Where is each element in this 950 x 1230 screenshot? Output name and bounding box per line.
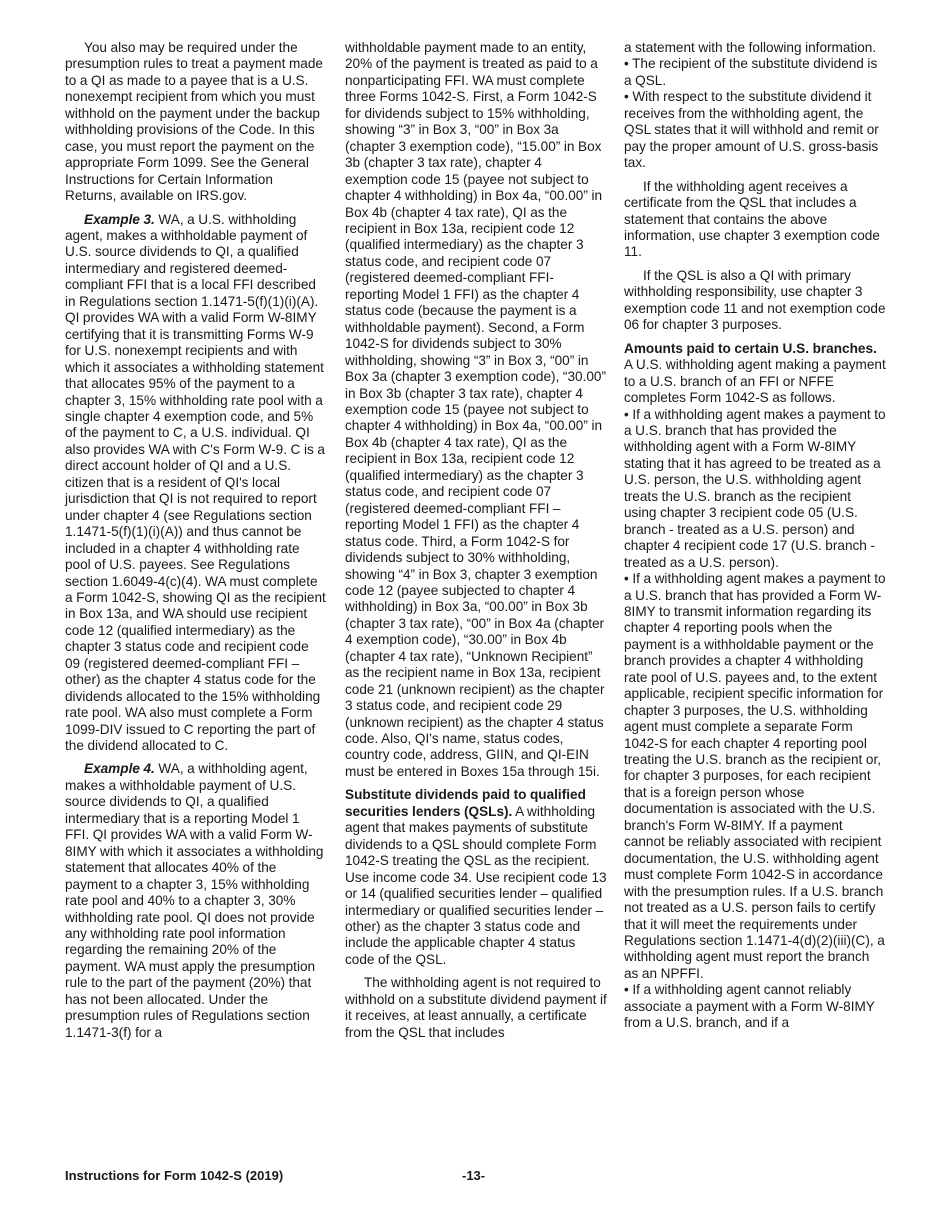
example-4-continued: withholdable payment made to an entity, 20% of the payment is treated as paid to a nonparticipating FFI. WA must complete three Forms 1042-S. First, a Form 1042-S for dividends subject to 15% withholding, showing “3” in Box 3, “00” in Box 3a (chapter 3 exemption code), “15.00” in Box 3b (chapter 3 tax rate), chapter 4 exemption code 15 (payee not subject to chapter 4 withholding) in Box 4a, “00.00” in Box 4b (chapter 4 tax rate), QI as the recipient in Box 13a, recipient code 12 (qualified intermediary) as the chapter 3 status code, and recipient code 07 (registered deemed-compliant FFI-reporting Model 1 FFI) as the chapter 4 status code (because the payment is a withholdable payment). Second, a Form 1042-S for dividends subject to 30% withholding, showing “3” in Box 3, “00” in Box 3a (chapter 3 exemption code), “30.00” in Box 3b (chapter 3 tax rate), chapter 4 exemption code 15 (payee not subject to chapter 4 withholding) in Box 4a, “00.00” in Box 4b (chapter 4 tax rate), QI as the recipient in Box 13a, recipient code 12 (qualified intermediary) as the chapter 3 status code, and recipient code 07 (registered deemed-compliant FFI – reporting Model 1 FFI) as the chapter 4 status code. Third, a Form 1042-S for dividends subject to 30% withholding, showing “4” in Box 3, chapter 3 exemption code 12 (payee subjected to chapter 4 withholding) in Box 3a, “00.00” in Box 3b (chapter 3 tax rate), “00” in Box 4a (chapter 4 exemption code), “30.00” in Box 4b (chapter 4 tax rate), “Unknown Recipient” as the recipient name in Box 13a, recipient code 21 (unknown recipient) as the chapter 3 status code, and recipient code 29 (unknown recipient) as the chapter 4 status code. Also, QI's name, status codes, country code, address, GIIN, and QI-EIN must be entered in Boxes 15a through 15i. — [345, 40, 607, 779]
branch-heading: Amounts paid to certain U.S. branches. — [624, 340, 877, 356]
qsl-withholding-paragraph: The withholding agent is not required to withhold on a substitute dividend payment if it receives, at least annually, a certificate from the QSL that includes — [345, 975, 607, 1040]
qsl-heading: Substitute dividends paid to qualified securities lenders (QSLs). — [345, 787, 586, 819]
example-4-paragraph — [65, 761, 327, 1041]
example-3-label: Example 3. — [84, 211, 155, 227]
page-footer — [65, 1168, 887, 1186]
example-4-text: WA, a withholding agent, makes a withholdable payment of U.S. source dividends to QI, a qualified intermediary that is a reporting Model 1 FFI. QI provides WA with a valid Form W-8IMY with which it associates a withholding statement that allocates 40% of the payment to a chapter 3, 15% withholding rate pool and 40% to a chapter 3, 30% withholding rate pool. QI does not provide any withholding rate pool information regarding the remaining 20% of the payment. WA must apply the presumption rule to the part of the payment (20%) that has not been allocated. Under the presumption rules of Regulations section 1.1471-3(f) for a — [65, 761, 324, 1040]
example-4-label: Example 4. — [84, 761, 155, 777]
branch-text: A U.S. withholding agent making a payment to a U.S. branch of an FFI or NFFE completes Form 1042-S as follows. — [624, 357, 886, 406]
bullet-glyph: • — [624, 89, 629, 105]
qsl-paragraph — [345, 787, 607, 968]
bullet-item: • If a withholding agent makes a payment to a U.S. branch that has provided a Form W-8IMY to transmit information regarding its chapter 4 reporting pools when the payment is a withholdable payment or the branch provides a chapter 4 withholding rate pool of U.S. payees and, to the extent applicable, recipient specific information for chapter 3 purposes, the U.S. withholding agent must complete a separate Form 1042-S for each chapter 4 reporting pool treating the U.S. branch as the recipient or, for chapter 3 purposes, for each recipient that is a foreign person whose documentation is associated with the U.S. branch's Form W-8IMY. If a payment cannot be reliably associated with recipient documentation, the U.S. withholding agent must complete Form 1042-S in accordance with the presumption rules. If a U.S. branch not treated as a U.S. person fails to certify that it will meet the requirements under Regulations section 1.1471-4(d)(2)(iii)(C), a withholding agent must report the branch as an NPFFI. — [624, 571, 886, 981]
column-middle — [345, 40, 607, 1041]
column-right — [624, 40, 887, 1032]
statement-intro: a statement with the following information. — [624, 40, 877, 55]
bullet-item: • The recipient of the substitute dividend is a QSL. — [624, 56, 878, 88]
example-3-paragraph — [65, 212, 327, 755]
qsl-text: A withholding agent that makes payments of substitute dividends to a QSL should complete Form 1042-S treating the QSL as the recipient. Use income code 34. Use recipient code 13 or 14 (qualified securities lender – qualified intermediary or qualified securities lender – other) as the chapter 3 status code and include the applicable chapter 4 status code of the QSL. — [345, 803, 607, 967]
bullet-glyph: • — [624, 406, 629, 422]
page-number: -13- — [462, 1168, 486, 1183]
bullet-glyph: • — [624, 571, 629, 587]
column-left — [65, 40, 327, 1041]
bullet-item: • With respect to the substitute dividend it receives from the withholding agent, the QSL states that it will withhold and remit or pay the proper amount of U.S. gross-basis tax. — [624, 89, 879, 171]
qi-qsl-paragraph: If the QSL is also a QI with primary withholding responsibility, use chapter 3 exemption code 11 and not exemption code 06 for chapter 3 purposes. — [624, 267, 886, 333]
bullet-glyph: • — [624, 56, 629, 72]
footer-title: Instructions for Form 1042-S (2019) — [65, 1168, 284, 1183]
bullet-item: • If a withholding agent cannot reliably associate a payment with a Form W-8IMY from a U.S. branch, and if a — [624, 982, 875, 1031]
branch-paragraph — [624, 341, 887, 407]
example-3-text: WA, a U.S. withholding agent, makes a withholdable payment of U.S. source dividends to QI, a qualified intermediary and registered deemed-compliant FFI that is a local FFI described in Regulations section 1.1471-5(f)(1)(i)(A). QI provides WA with a valid Form W-8IMY certifying that it is transmitting Forms W-9 for U.S. nonexempt recipients and with which it associates a withholding statement that allocates 95% of the payment to a chapter 3, 15% withholding rate pool with a single chapter 4 exemption code, and 5% of the payment to C, a U.S. individual. QI also provides WA with C's Form W-9. C is a direct account holder of QI and a U.S. citizen that is a resident of QI's local jurisdiction that QI is not required to report under chapter 4 (see Regulations section 1.1471-5(f)(1)(i)(A)) and thus cannot be included in a chapter 4 withholding rate pool of U.S. payees. See Regulations section 1.6049-4(c)(4). WA must complete a Form 1042-S, showing QI as the recipient in Box 13a, and WA should use recipient code 12 (qualified intermediary) as the chapter 3 status code and recipient code 09 (registered deemed-compliant FFI – other) as the chapter 4 status code for the dividends allocated to the 15% withholding rate pool. WA also must complete a Form 1099-DIV issued to C reporting the part of the dividend allocated to C. — [65, 211, 326, 754]
bullet-glyph: • — [624, 982, 629, 998]
certificate-paragraph: If the withholding agent receives a certificate from the QSL that includes a statement that contains the above information, use chapter 3 exemption code 11. — [624, 178, 880, 260]
presumption-paragraph: You also may be required under the presumption rules to treat a payment made to a QI as made to a payee that is a U.S. nonexempt recipient from which you must withhold on the payment under the backup withholding provisions of the Code. In this case, you must report the payment on the appropriate Form 1099. See the General Instructions for Certain Information Returns, available on IRS.gov. — [65, 40, 323, 204]
bullet-item: • If a withholding agent makes a payment to a U.S. branch that has provided the withholding agent with a Form W-8IMY stating that it has agreed to be treated as a U.S. person, the U.S. withholding agent treats the U.S. branch as the recipient using chapter 3 recipient code 05 (U.S. branch - treated as a U.S. person) and chapter 4 recipient code 17 (U.S. branch - treated as a U.S. person). — [624, 406, 886, 570]
